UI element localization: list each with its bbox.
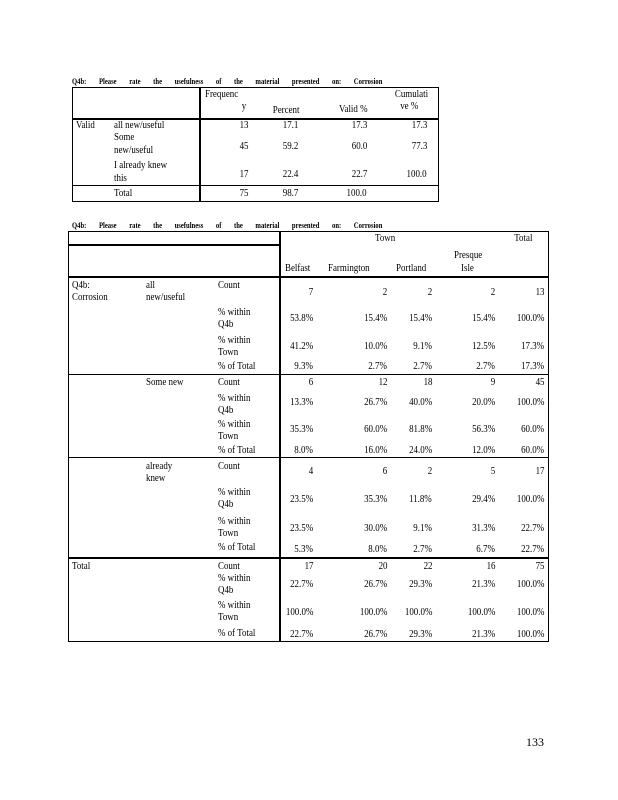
- row-label-total: Total: [114, 188, 133, 199]
- col-belfast: Belfast: [285, 263, 311, 274]
- valid-label: Valid: [76, 120, 95, 131]
- table-cell: 100.0%: [516, 494, 544, 505]
- table1-caption: Q4b: Please rate the usefulness of the material presented on: Corrosion: [72, 76, 383, 86]
- stat-label-of-total: % of Total: [218, 361, 256, 372]
- table-cell: 29.3%: [408, 579, 432, 590]
- group-label: already: [146, 461, 173, 472]
- table-cell: 22.7%: [289, 629, 313, 640]
- table-cell: 12.5%: [471, 341, 495, 352]
- cell-frequency: 75: [239, 188, 248, 199]
- group-label: Some new: [146, 377, 184, 388]
- table-cell: 15.4%: [408, 313, 432, 324]
- table-cell: 26.7%: [363, 579, 387, 590]
- header-frequency-cont: y: [241, 101, 246, 112]
- table2-caption: Q4b: Please rate the usefulness of the material presented on: Corrosion: [72, 220, 383, 230]
- stat-label-within-town: % within: [218, 335, 251, 346]
- col-presque-isle: Presque: [454, 250, 483, 261]
- table-cell: 60.0%: [363, 424, 387, 435]
- row-label: this: [114, 173, 127, 184]
- table-cell: 17.3%: [520, 341, 544, 352]
- header-town: Town: [375, 233, 396, 244]
- col-farmington: Farmington: [328, 263, 370, 274]
- stat-label-within-town-cont: Town: [218, 347, 239, 358]
- cell-frequency: 17: [239, 169, 248, 180]
- table-cell: 9.1%: [413, 523, 432, 534]
- table-cell: 60.0%: [520, 424, 544, 435]
- stat-label-within-town-cont: Town: [218, 431, 239, 442]
- stat-label-within-town-cont: Town: [218, 612, 239, 623]
- table-cell: 40.0%: [408, 397, 432, 408]
- stat-label-within-q4b: % within: [218, 487, 251, 498]
- table-cell: 60.0%: [520, 445, 544, 456]
- table-cell: 21.3%: [471, 629, 495, 640]
- table-cell: 100.0%: [285, 607, 313, 618]
- table-cell: 20.0%: [471, 397, 495, 408]
- row-variable-label-cont: Corrosion: [72, 292, 108, 303]
- cell-cumulative-percent: 100.0: [406, 169, 427, 180]
- table-cell: 15.4%: [363, 313, 387, 324]
- row-label: Some: [114, 132, 135, 143]
- table-cell: 17.3%: [520, 361, 544, 372]
- cell-percent: 22.4: [282, 169, 298, 180]
- cell-frequency: 45: [239, 141, 248, 152]
- col-presque-isle-cont: Isle: [461, 263, 474, 274]
- table-cell: 29.3%: [408, 629, 432, 640]
- page-number: 133: [526, 735, 544, 749]
- table-cell: 22.7%: [520, 544, 544, 555]
- header-total: Total: [513, 233, 532, 244]
- table-cell: 2: [427, 287, 432, 298]
- table-cell: 11.8%: [409, 494, 432, 505]
- table-cell: 20: [378, 561, 387, 572]
- table-cell: 5.3%: [294, 544, 313, 555]
- table-cell: 2.7%: [413, 361, 432, 372]
- stat-label-within-q4b-cont: Q4b: [218, 405, 234, 416]
- table-cell: 35.3%: [363, 494, 387, 505]
- table-cell: 9.3%: [294, 361, 313, 372]
- table-cell: 17: [535, 466, 544, 477]
- table-cell: 29.4%: [471, 494, 495, 505]
- cell-percent: 17.1: [282, 120, 298, 131]
- cell-percent: 59.2: [282, 141, 298, 152]
- table-cell: 26.7%: [363, 629, 387, 640]
- table-cell: 12.0%: [471, 445, 495, 456]
- table-cell: 75: [535, 561, 544, 572]
- table-cell: 56.3%: [471, 424, 495, 435]
- table-cell: 7: [308, 287, 313, 298]
- cell-valid-percent: 22.7: [351, 169, 367, 180]
- row-label: new/useful: [114, 145, 154, 156]
- table-cell: 9: [490, 377, 495, 388]
- row-label: I already knew: [114, 160, 168, 171]
- group-label: all: [146, 280, 155, 291]
- table-cell: 100.0%: [516, 607, 544, 618]
- row-label: all new/useful: [114, 120, 165, 131]
- table-cell: 2.7%: [368, 361, 387, 372]
- table-cell: 81.8%: [408, 424, 432, 435]
- stat-label-within-q4b: % within: [218, 307, 251, 318]
- header-cumulative-cont: ve %: [399, 101, 418, 112]
- table-cell: 30.0%: [363, 523, 387, 534]
- cell-cumulative-percent: 77.3: [411, 141, 427, 152]
- table-cell: 22.7%: [520, 523, 544, 534]
- table-cell: 53.8%: [289, 313, 313, 324]
- stat-label-within-town-cont: Town: [218, 528, 239, 539]
- table-cell: 2: [490, 287, 495, 298]
- stat-label-count: Count: [218, 561, 240, 572]
- header-cumulative: Cumulati: [394, 89, 428, 100]
- table-cell: 22: [423, 561, 432, 572]
- table-cell: 12: [378, 377, 387, 388]
- group-label-cont: new/useful: [146, 292, 186, 303]
- stat-label-of-total: % of Total: [218, 445, 256, 456]
- table-cell: 2: [427, 466, 432, 477]
- stat-label-count: Count: [218, 280, 240, 291]
- table-cell: 23.5%: [289, 523, 313, 534]
- stat-label-within-q4b-cont: Q4b: [218, 585, 234, 596]
- stat-label-count: Count: [218, 461, 240, 472]
- table-cell: 10.0%: [363, 341, 387, 352]
- table-cell: 100.0%: [516, 397, 544, 408]
- table-cell: 100.0%: [516, 629, 544, 640]
- cell-frequency: 13: [239, 120, 248, 131]
- table-cell: 16.0%: [363, 445, 387, 456]
- header-frequency: Frequenc: [205, 89, 239, 100]
- table-cell: 26.7%: [363, 397, 387, 408]
- stat-label-within-town: % within: [218, 516, 251, 527]
- table-cell: 2.7%: [413, 544, 432, 555]
- cell-cumulative-percent: 17.3: [411, 120, 427, 131]
- cell-valid-percent: 60.0: [351, 141, 367, 152]
- table-cell: 17: [304, 561, 313, 572]
- table-cell: 2: [382, 287, 387, 298]
- table-cell: 8.0%: [368, 544, 387, 555]
- table-cell: 16: [486, 561, 495, 572]
- stat-label-of-total: % of Total: [218, 628, 256, 639]
- table-cell: 24.0%: [408, 445, 432, 456]
- table-cell: 9.1%: [413, 341, 432, 352]
- table-cell: 23.5%: [289, 494, 313, 505]
- table-cell: 35.3%: [289, 424, 313, 435]
- stat-label-within-q4b: % within: [218, 573, 251, 584]
- stat-label-within-town: % within: [218, 600, 251, 611]
- table-cell: 6.7%: [476, 544, 495, 555]
- table-cell: 8.0%: [294, 445, 313, 456]
- table-cell: 100.0%: [404, 607, 432, 618]
- table-cell: 100.0%: [467, 607, 495, 618]
- stat-label-within-q4b-cont: Q4b: [218, 499, 234, 510]
- cell-valid-percent: 17.3: [351, 120, 367, 131]
- table-cell: 5: [490, 466, 495, 477]
- table-cell: 41.2%: [289, 341, 313, 352]
- header-valid-percent: Valid %: [339, 104, 368, 115]
- table-cell: 100.0%: [359, 607, 387, 618]
- header-percent: Percent: [272, 105, 299, 116]
- table-cell: 13: [535, 287, 544, 298]
- table-cell: 100.0%: [516, 313, 544, 324]
- stat-label-within-town: % within: [218, 419, 251, 430]
- table-cell: 15.4%: [471, 313, 495, 324]
- table-cell: 6: [382, 466, 387, 477]
- row-variable-label: Q4b:: [72, 280, 90, 291]
- group-label: Total: [72, 561, 91, 572]
- stat-label-within-q4b-cont: Q4b: [218, 319, 234, 330]
- table-cell: 45: [535, 377, 544, 388]
- table-cell: 31.3%: [471, 523, 495, 534]
- table-cell: 22.7%: [289, 579, 313, 590]
- table-cell: 18: [423, 377, 432, 388]
- group-label-cont: knew: [146, 473, 166, 484]
- cell-percent: 98.7: [282, 188, 298, 199]
- cell-valid-percent: 100.0: [346, 188, 367, 199]
- table-cell: 100.0%: [516, 579, 544, 590]
- stat-label-of-total: % of Total: [218, 542, 256, 553]
- table-cell: 21.3%: [471, 579, 495, 590]
- table-cell: 13.3%: [289, 397, 313, 408]
- table-cell: 2.7%: [476, 361, 495, 372]
- stat-label-within-q4b: % within: [218, 393, 251, 404]
- stat-label-count: Count: [218, 377, 240, 388]
- table-cell: 6: [308, 377, 313, 388]
- table-cell: 4: [308, 466, 313, 477]
- col-portland: Portland: [396, 263, 427, 274]
